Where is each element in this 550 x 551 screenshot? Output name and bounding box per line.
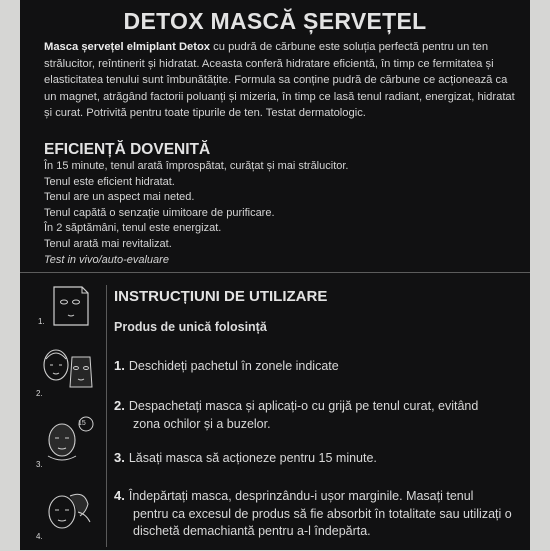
step-number: 2. <box>114 398 125 413</box>
benefit-item: În 15 minute, tenul arată împrospătat, curățat și mai strălucitor. <box>44 160 349 172</box>
mask-sheet-illustration <box>34 281 98 331</box>
product-name: Masca șervețel elmiplant Detox <box>44 41 211 53</box>
mask-packaging-back <box>20 0 530 550</box>
figure-number: 3. <box>36 460 43 469</box>
step-number: 4. <box>114 488 125 503</box>
benefit-item: Tenul are un aspect mai neted. <box>44 191 195 204</box>
benefit-item: Tenul capătă o senzație uimitoare de purificare. <box>44 206 275 219</box>
benefits-heading: EFICIENȚĂ DOVENITĂ <box>44 141 211 158</box>
benefit-item: Tenul este eficient hidratat. <box>44 175 175 188</box>
instruction-step-4 <box>114 487 516 541</box>
face-mask-application-illustration <box>34 343 98 399</box>
instruction-step-3 <box>114 449 516 468</box>
instructions-divider <box>106 285 107 547</box>
figure-number: 4. <box>36 532 43 541</box>
step-text: Deschideți pachetul în zonele indicate <box>128 359 339 373</box>
step-text: Îndepărtați masca, desprinzându-i ușor marginile. Masați tenul <box>128 489 474 503</box>
instructions-heading: INSTRUCȚIUNI DE UTILIZARE <box>114 288 328 305</box>
timer-label: 15 <box>78 420 86 427</box>
benefits-list <box>44 159 348 268</box>
description-text: cu pudră de cărbune este soluția perfectă pentru un ten strălucitor, reîntinerit și hidratat. Aceasta conferă hidratare eficientă, în timp ce fermitatea și elasticitatea tenului sunt îmbunătățite. Formula sa conține pudră de cărbune ce acționează ca un magnet, atrăgând factorii poluanți și mizeria, în timp ce lasă tenul radiant, energizat, hidratat și curat. Potrivită pentru toate tipurile de ten. Testat dermatologic. <box>44 41 515 119</box>
step-text-continued: zona ochilor și a buzelor. <box>133 416 271 431</box>
benefit-item: Tenul arată mai revitalizat. <box>44 237 172 250</box>
instruction-step-1 <box>114 357 516 376</box>
instruction-step-2 <box>114 397 516 433</box>
benefit-item: În 2 săptămâni, tenul este energizat. <box>44 222 222 235</box>
step-number: 1. <box>114 358 125 373</box>
test-note: Test in vivo/auto-evaluare <box>44 253 169 266</box>
figure-number: 2. <box>36 389 43 398</box>
step-text: Lăsați masca să acționeze pentru 15 minute. <box>128 451 377 465</box>
mask-wait-timer-illustration <box>34 412 98 470</box>
mask-removal-illustration <box>34 482 98 544</box>
step-number: 3. <box>114 450 125 465</box>
product-title: DETOX MASCĂ ȘERVEȚEL <box>123 8 427 34</box>
single-use-label: Produs de unică folosință <box>114 320 267 334</box>
product-description <box>44 39 516 122</box>
step-text-continued: pentru ca excesul de produs să fie absorbit în totalitate sau utilizați o dischetă demachiantă pentru a-l îndepărta. <box>133 506 512 538</box>
step-text: Despachetați masca și aplicați-o cu grijă pe tenul curat, evitând <box>128 399 479 413</box>
figure-number: 1. <box>38 317 45 326</box>
